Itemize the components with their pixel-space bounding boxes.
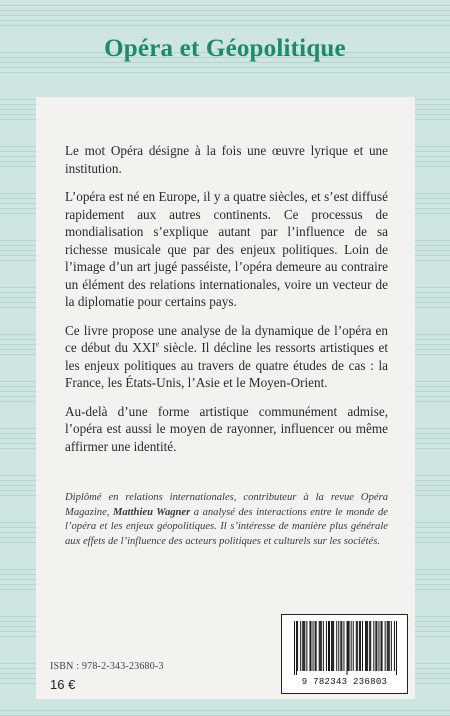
author-bio-start: Diplômé en relations internationales, contributeur à la revue Opéra Magazine, (65, 492, 388, 518)
summary-paragraph-1: Le mot Opéra désigne à la fois une œuvre lyrique et une institution. (65, 143, 388, 176)
paragraph-3-start: Ce livre propose une analyse de la dynamique de l’opéra en ce début du XXI (65, 322, 388, 355)
author-bio-end: a analysé des interactions entre le monde de l’opéra et les enjeux géopolitiques. Il s’intéresse de manière plus générale aux effets de l’influence des acteurs politiques et culturels sur les sociétés. (65, 506, 388, 547)
barcode-digits: 9 782343 236803 (301, 677, 388, 687)
summary-paragraph-3 (65, 322, 388, 392)
author-name: Matthieu Wagner (112, 506, 191, 518)
barcode-bars (294, 621, 397, 675)
century-superscript: e (155, 339, 160, 349)
back-cover-panel (36, 97, 415, 699)
summary-paragraph-2: L’opéra est né en Europe, il y a quatre siècles, et s’est diffusé rapidement aux autres continents. Ce processus de mondialisation s’explique autant par l’influence de sa richesse musicale que par des enjeux politiques. Loin de l’image d’un art jugé passéiste, l’opéra demeure au contraire un élément des relations internationales, voire un vecteur de la diplomatie pour certains pays. (65, 189, 388, 309)
paragraph-3-end: siècle. Il décline les ressorts artistiques et les enjeux politiques au travers de quatre études de cas : la France, les États-Unis, l’Asie et le Moyen-Orient. (65, 340, 389, 390)
author-bio (65, 491, 388, 549)
summary-text (65, 142, 388, 466)
summary-paragraph-4: Au-delà d’une forme artistique communément admise, l’opéra est aussi le moyen de rayonner, influencer ou même affirmer une identité. (65, 403, 388, 454)
isbn-label: ISBN : 978-2-343-23680-3 (50, 661, 164, 672)
price-label: 16 € (50, 677, 76, 692)
barcode (281, 614, 408, 694)
book-title: Opéra et Géopolitique (104, 35, 346, 62)
